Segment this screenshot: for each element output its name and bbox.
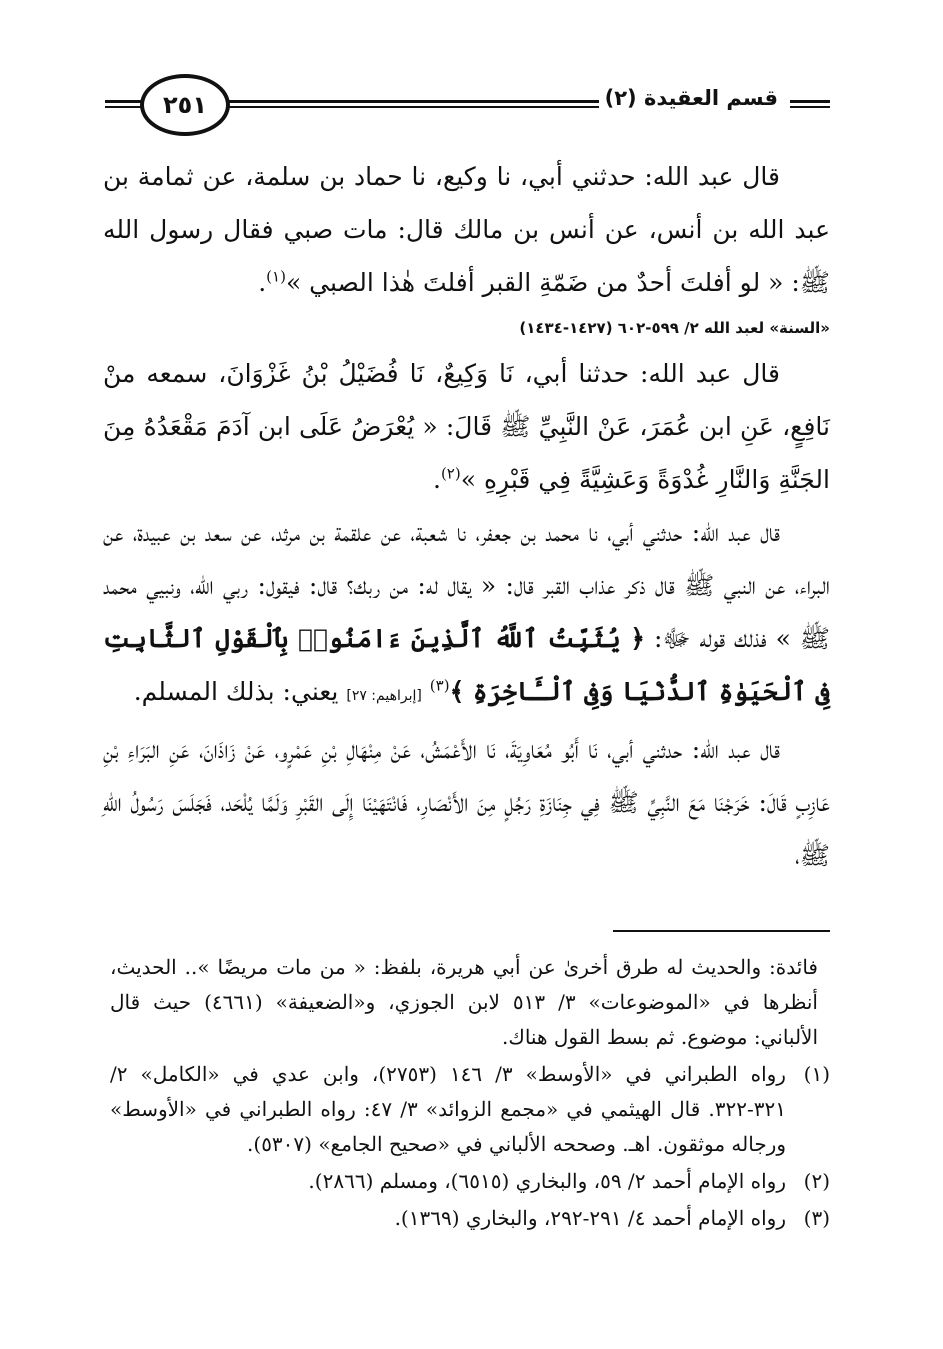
header-rule-right: [790, 100, 830, 110]
paragraph-3-text: قال عبد الله: حدثني أبي، نا محمد بن جعفر، نا شعبة، عن علقمة بن مرثد، عن سعد بن عبيدة، عن البراء، عن النبي ﷺ قال ذكر عذاب القبر قال: « يقال له: من ربك؟ قال: فيقول: ربي الله، ونبيي محمد ﷺ » فذلك قوله ﷻ:: [103, 518, 830, 653]
page-number-circle: [140, 74, 230, 136]
paragraph-4-text: قال عبد الله: حدثني أبي، نَا أَبُو مُعَاوِيَةَ، نَا الأَعْمَشُ، عَنْ مِنْهَالِ بْنِ عَمْرٍو، عَنْ زَاذَانَ، عَنِ البَرَاءِ بْنِ عَازِبٍ قَالَ: خَرَجْنَا مَعَ النَّبِيِّ ﷺ فِي جِنَازَةِ رَجُلٍ مِنَ الأَنْصَارِ، فَانْتَهَيْنَا إِلَى القَبْرِ وَلَمَّا يُلْحَد، فَجَلَسَ رَسُولُ اللهِ ﷺ،: [103, 735, 830, 870]
footnote-text: رواه الإمام أحمد ٢/ ٥٩، والبخاري (٦٥١٥)، ومسلم (٢٨٦٦).: [308, 1169, 786, 1193]
page-header: [100, 62, 830, 142]
footnote-text: رواه الإمام أحمد ٤/ ٢٩١-٢٩٢، والبخاري (١٣٦٩).: [394, 1206, 786, 1230]
footnote-item: [110, 1164, 830, 1199]
footnote-text: رواه الطبراني في «الأوسط» ٣/ ١٤٦ (٢٧٥٣)، وابن عدي في «الكامل» ٢/ ٣٢١-٣٢٢. قال الهيثمي في «مجمع الزوائد» ٣/ ٤٧: رواه الطبراني في «الأوسط» ورجاله موثقون. اهـ. وصححه الألباني في «صحيح الجامع» (٥٣٠٧).: [110, 1062, 786, 1156]
footnote-item: [110, 1201, 830, 1236]
quran-verse: ﴿ يُثَبِّتُ ٱللَّهُ ٱلَّذِينَ ءَامَنُوا۟ بِٱلْقَوْلِ ٱلثَّابِتِ فِى ٱلْحَيَوٰةِ ٱلدُّنْيَا وَفِى ٱلْـَٔاخِرَةِ ﴾: [103, 624, 830, 706]
footnote-number: (٢): [803, 1169, 830, 1193]
footnote-marker-3: (٣): [429, 676, 450, 695]
main-text: [103, 150, 830, 882]
paragraph-3-tail: يعني: بذلك المسلم.: [133, 677, 339, 706]
page-number: ٢٥١: [163, 91, 207, 119]
footnote-number: (٣): [803, 1206, 830, 1230]
paragraph-4: [103, 723, 830, 882]
paragraph-2-text: قال عبد الله: حدثنا أبي، نَا وَكِيعٌ، نَا فُضَيْلُ بْنُ غَزْوَانَ، سمعه منْ نَافِعٍ، عَنِ ابن عُمَرَ، عَنْ النَّبِيِّ ﷺ قَالَ: « يُعْرَضُ عَلَى ابن آدَمَ مَقْعَدُهُ مِنَ الجَنَّةِ وَالنَّارِ غُدْوَةً وَعَشِيَّةً فِي قَبْرِهِ »: [103, 359, 830, 494]
running-title: قسم العقيدة (٢): [599, 86, 784, 110]
footnotes: [110, 950, 830, 1238]
paragraph-1: قال عبد الله: حدثني أبي، نا وكيع، نا حماد بن سلمة، عن ثمامة بن عبد الله بن أنس، عن أنس بن مالك قال: مات صبي فقال رسول الله ﷺ: « لو أفلتَ أحدٌ من ضَمّةِ القبر أفلتَ هٰذا الصبي »$^{(١)}$.: [103, 162, 830, 297]
paragraph-2: قال عبد الله: حدثنا أبي، نَا وَكِيعٌ، نَا فُضَيْلُ بْنُ غَزْوَانَ، سمعه منْ نَافِعٍ، عَنِ ابن عُمَرَ، عَنْ النَّبِيِّ ﷺ قَالَ: « يُعْرَضُ عَلَى ابن آدَمَ مَقْعَدُهُ مِنَ الجَنَّةِ وَالنَّارِ غُدْوَةً وَعَشِيَّةً فِي قَبْرِهِ »$^{(٢)}$.: [103, 359, 830, 494]
surah-reference: [إبراهيم: ٢٧]: [346, 688, 422, 704]
footnote-number: (١): [803, 1062, 830, 1086]
paragraph-1-text: قال عبد الله: حدثني أبي، نا وكيع، نا حماد بن سلمة، عن ثمامة بن عبد الله بن أنس، عن أنس بن مالك قال: مات صبي فقال رسول الله ﷺ: « لو أفلتَ أحدٌ من ضَمّةِ القبر أفلتَ هٰذا الصبي »: [103, 162, 830, 297]
footnote-marker-2: (٢): [440, 464, 461, 483]
footnote-benefit-note: فائدة: والحديث له طرق أخرىٰ عن أبي هريرة، بلفظ: « من مات مريضًا ».. الحديث، أنظرها في «الموضوعات» ٣/ ٥١٣ لابن الجوزي، و«الضعيفة» (٤٦٦١) حيث قال الألباني: موضوع. ثم بسط القول هناك.: [110, 955, 818, 1049]
source-reference: «السنة» لعبد الله ٢/ ٥٩٩-٦٠٢ (١٤٢٧-١٤٣٤): [519, 319, 830, 337]
footnote-marker-1: (١): [266, 267, 286, 286]
paragraph-3: [103, 506, 830, 723]
footnote-separator: [613, 930, 830, 932]
footnote-item: [110, 1057, 830, 1162]
